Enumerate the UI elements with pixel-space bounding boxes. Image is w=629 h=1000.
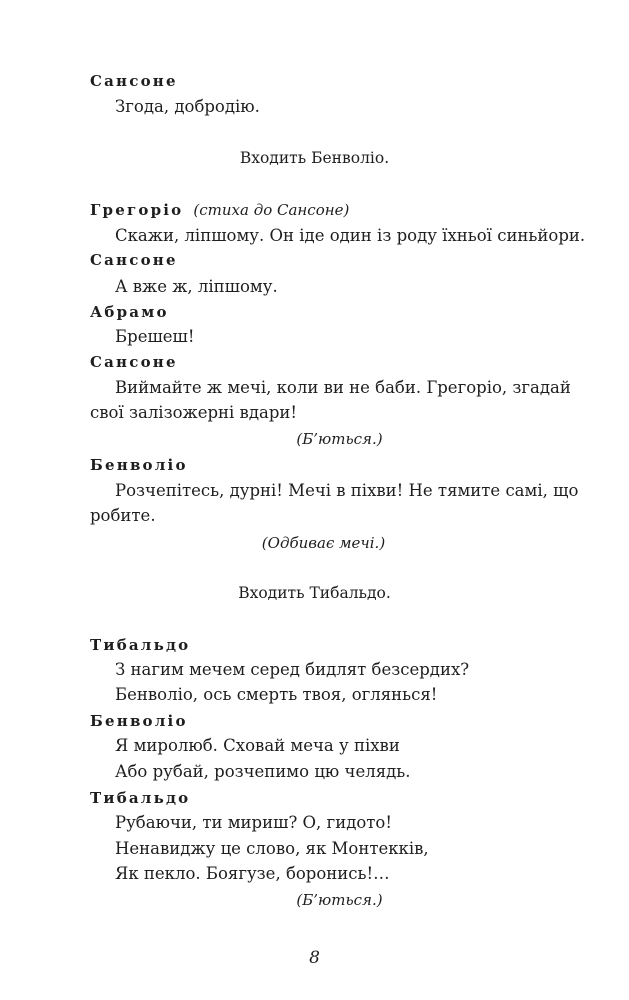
aside-direction: (стиха до Сансоне) bbox=[193, 201, 350, 219]
dialogue-line: Брешеш! bbox=[115, 327, 195, 346]
verse-line: Рубаючи, ти мириш? О, гидото! bbox=[115, 813, 392, 832]
speaker-label: Грегоріо bbox=[90, 201, 184, 219]
speaker-name: Тибальдо bbox=[90, 636, 191, 654]
dialogue-line: Скажи, ліпшому. Он іде один із роду їхньої синьйори. bbox=[115, 226, 586, 245]
speaker-name: Тибальдо bbox=[90, 789, 191, 807]
verse-line: Я миролюб. Сховай меча у піхви bbox=[115, 736, 400, 755]
dialogue-line: Розчепітесь, дурні! Мечі в піхви! Не тямите самі, що bbox=[115, 481, 579, 500]
speaker-name: Бенволіо bbox=[90, 712, 188, 730]
stage-direction: (Б’ються.) bbox=[296, 430, 383, 448]
speaker-name: Абрамо bbox=[90, 303, 169, 321]
dialogue-line: А вже ж, ліпшому. bbox=[115, 277, 278, 296]
speaker-name: Бенволіо bbox=[90, 456, 188, 474]
speaker-name: Сансоне bbox=[90, 72, 178, 90]
dialogue-line: робите. bbox=[90, 506, 156, 525]
speaker-name bbox=[90, 198, 349, 222]
dialogue-line: Згода, добродію. bbox=[115, 97, 260, 116]
verse-line: Як пекло. Боягузе, боронись!… bbox=[115, 864, 390, 883]
stage-direction: (Б’ються.) bbox=[296, 891, 383, 909]
verse-line: З нагим мечем серед бидлят безсердих? bbox=[115, 660, 470, 679]
verse-line: Або рубай, розчепимо цю челядь. bbox=[115, 762, 411, 781]
speaker-name: Сансоне bbox=[90, 251, 178, 269]
stage-direction: Входить Тибальдо. bbox=[238, 584, 391, 602]
dialogue-line: Виймайте ж мечі, коли ви не баби. Грегоріо, згадай bbox=[115, 378, 571, 397]
dialogue-line: свої залізожерні вдари! bbox=[90, 403, 298, 422]
stage-direction: Входить Бенволіо. bbox=[239, 149, 390, 167]
verse-line: Ненавиджу це слово, як Монтекків, bbox=[115, 839, 429, 858]
speaker-name: Сансоне bbox=[90, 353, 178, 371]
stage-direction: (Одбиває мечі.) bbox=[261, 534, 386, 552]
page-number: 8 bbox=[309, 948, 320, 968]
verse-line: Бенволіо, ось смерть твоя, оглянься! bbox=[115, 685, 438, 704]
